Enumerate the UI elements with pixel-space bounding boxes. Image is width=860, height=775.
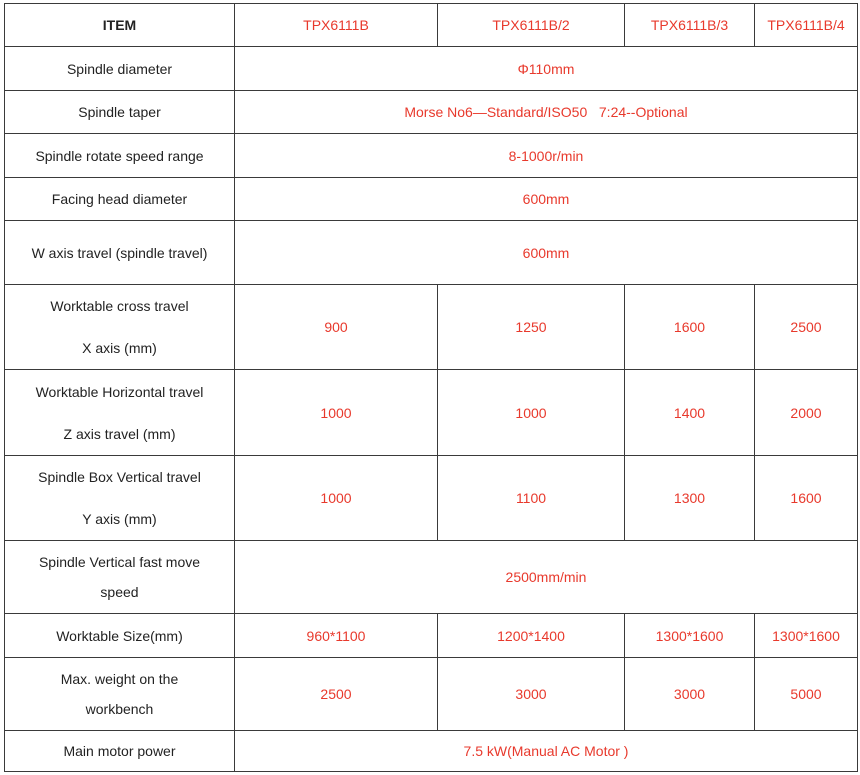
label-spacer xyxy=(5,402,234,424)
row-label-line-1: Worktable Horizontal travel xyxy=(35,383,204,400)
value-cell: 1600 xyxy=(755,456,858,541)
row-label: Spindle rotate speed range xyxy=(5,134,235,178)
row-label-line-1: Worktable cross travel xyxy=(50,298,189,314)
value-cell: 1600 xyxy=(625,285,755,370)
row-label: Worktable Size(mm) xyxy=(5,614,235,658)
label-spacer xyxy=(5,487,234,509)
table-row xyxy=(5,456,858,541)
table-row xyxy=(5,91,858,134)
row-label: Main motor power xyxy=(5,731,235,772)
shared-value: 7.5 kW(Manual AC Motor ) xyxy=(235,731,858,772)
row-label xyxy=(5,456,235,541)
value-cell: 1000 xyxy=(235,370,438,456)
table-row xyxy=(5,47,858,91)
table-row xyxy=(5,221,858,285)
row-label xyxy=(5,658,235,731)
value-cell: 2500 xyxy=(235,658,438,731)
table-row xyxy=(5,614,858,658)
value-cell: 1000 xyxy=(438,370,625,456)
row-label: Spindle taper xyxy=(5,91,235,134)
value-cell: 3000 xyxy=(625,658,755,731)
value-cell: 960*1100 xyxy=(235,614,438,658)
value-cell: 1400 xyxy=(625,370,755,456)
value-cell: 3000 xyxy=(438,658,625,731)
row-label-line-2: workbench xyxy=(85,701,154,717)
value-cell: 1100 xyxy=(438,456,625,541)
shared-value: Morse No6—Standard/ISO50 7:24--Optional xyxy=(235,91,858,134)
row-label xyxy=(5,285,235,370)
row-label xyxy=(5,541,235,614)
model-header-3: TPX6111B/3 xyxy=(625,4,755,47)
table-row xyxy=(5,658,858,731)
item-header: ITEM xyxy=(5,4,235,47)
table-row xyxy=(5,370,858,456)
value-cell: 1300*1600 xyxy=(755,614,858,658)
shared-value: 600mm xyxy=(235,221,858,285)
row-label-line-1: Spindle Vertical fast move xyxy=(38,554,201,570)
model-header-2: TPX6111B/2 xyxy=(438,4,625,47)
row-label xyxy=(5,370,235,456)
row-label-line-2: Z axis travel (mm) xyxy=(63,425,176,442)
row-label-line-2: X axis (mm) xyxy=(82,340,157,356)
value-cell: 1300 xyxy=(625,456,755,541)
label-spacer xyxy=(5,689,234,699)
shared-value: 600mm xyxy=(235,178,858,221)
value-cell: 2500 xyxy=(755,285,858,370)
shared-value: Φ110mm xyxy=(235,47,858,91)
value-cell: 1250 xyxy=(438,285,625,370)
row-label-line-1: Spindle Box Vertical travel xyxy=(38,469,201,485)
row-label: Spindle diameter xyxy=(5,47,235,91)
value-cell: 900 xyxy=(235,285,438,370)
row-label-line-2: Y axis (mm) xyxy=(82,511,157,527)
table-row xyxy=(5,541,858,614)
shared-value: 2500mm/min xyxy=(235,541,858,614)
value-cell: 1000 xyxy=(235,456,438,541)
table-row xyxy=(5,178,858,221)
row-label: Facing head diameter xyxy=(5,178,235,221)
header-row xyxy=(5,4,858,47)
row-label-line-2: speed xyxy=(100,584,139,600)
row-label-line-1: Max. weight on the xyxy=(60,671,179,687)
specification-table xyxy=(4,3,858,772)
value-cell: 5000 xyxy=(755,658,858,731)
table-row xyxy=(5,285,858,370)
label-spacer xyxy=(5,316,234,338)
label-spacer xyxy=(5,572,234,582)
table-row xyxy=(5,731,858,772)
model-header-1: TPX6111B xyxy=(235,4,438,47)
value-cell: 1300*1600 xyxy=(625,614,755,658)
model-header-4: TPX6111B/4 xyxy=(755,4,858,47)
table-row xyxy=(5,134,858,178)
value-cell: 2000 xyxy=(755,370,858,456)
shared-value: 8-1000r/min xyxy=(235,134,858,178)
row-label: W axis travel (spindle travel) xyxy=(5,221,235,285)
value-cell: 1200*1400 xyxy=(438,614,625,658)
